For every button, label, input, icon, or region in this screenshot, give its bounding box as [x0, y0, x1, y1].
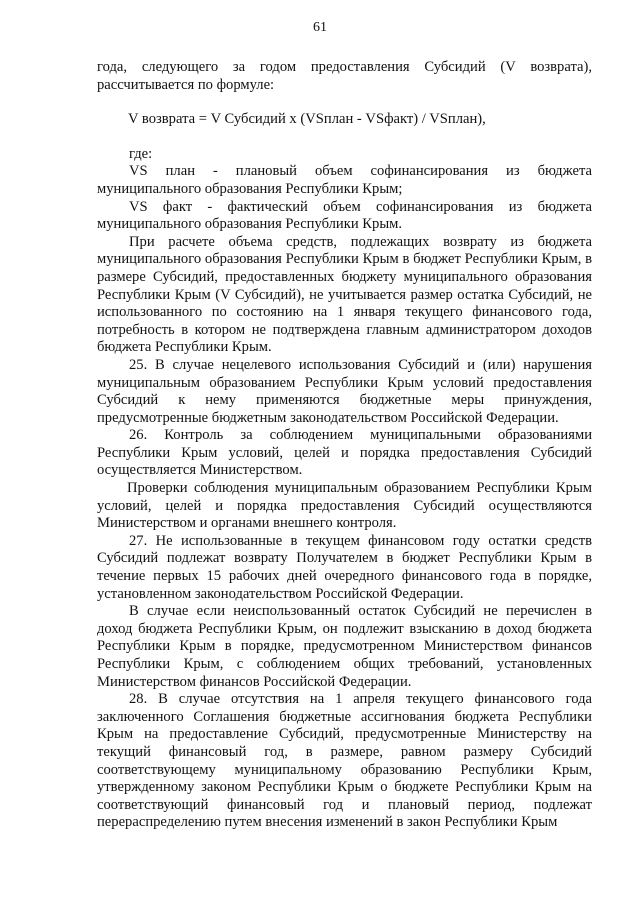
paragraph-calculation: При расчете объема средств, подлежащих возврату из бюджета муниципального образования Республики Крым в бюджет Республики Крым, в размере Субсидий, предоставленных бюджету муниципального образования Республики Крым (V Субсидий), не учитывается размер остатка Субсидий, не использованного по состоянию на 1 января текущего финансового года, потребность в котором не подтверждена главным администратором доходов бюджета Республики Крым. [97, 233, 592, 356]
formula: V возврата = V Субсидий x (VSплан - VSфакт) / VSплан), [128, 111, 486, 128]
paragraph-25: 25. В случае нецелевого использования Субсидий и (или) нарушения муниципальным образованием Республики Крым условий предоставления Субсидий к нему применяются бюджетные меры принуждения, предусмотренные бюджетным законодательством Российской Федерации. [97, 356, 592, 426]
paragraph-intro: года, следующего за годом предоставления Субсидий (V возврата), рассчитывается по формуле: [97, 59, 592, 93]
paragraph-unspent-balance: В случае если неиспользованный остаток Субсидий не перечислен в доход бюджета Республики Крым, он подлежит взысканию в доход бюджета Республики Крым в порядке, предусмотренном Министерством финансов Республики Крым, с соблюдением общих требований, установленных Министерством финансов Российской Федерации. [97, 603, 592, 690]
definition-vs-fact: VS факт - фактический объем софинансирования из бюджета муниципального образования Республики Крым. [97, 198, 592, 233]
paragraph-27: 27. Не использованные в текущем финансовом году остатки средств Субсидий подлежат возврату Получателем в бюджет Республики Крым в течение первых 15 рабочих дней очередного финансового года в порядке, установленном законодательством Российской Федерации. [97, 532, 592, 602]
page-number: 61 [313, 20, 327, 35]
paragraph-28: 28. В случае отсутствия на 1 апреля текущего финансового года заключенного Соглашения бюджетные ассигнования бюджета Республики Крым на предоставление Субсидий, предусмотренные Министерству на текущий финансовый год, в размере, равном размеру Субсидий соответствующему муниципальному образованию Республики Крым, утвержденному законом Республики Крым о бюджете Республики Крым на соответствующий финансовый год и плановый период, подлежат перераспределению путем внесения изменений в закон Республики Крым [97, 691, 592, 831]
definition-vs-plan: VS план - плановый объем софинансирования из бюджета муниципального образования Республики Крым; [97, 163, 592, 197]
paragraph-26: 26. Контроль за соблюдением муниципальными образованиями Республики Крым условий, целей и порядка предоставления Субсидий осуществляется Министерством. [97, 427, 592, 479]
paragraph-where: где: [129, 145, 153, 162]
document-body [97, 59, 592, 832]
paragraph-inspections: Проверки соблюдения муниципальным образованием Республики Крым условий, целей и порядка предоставления Субсидий осуществляются Министерством и органами внешнего контроля. [97, 480, 592, 532]
